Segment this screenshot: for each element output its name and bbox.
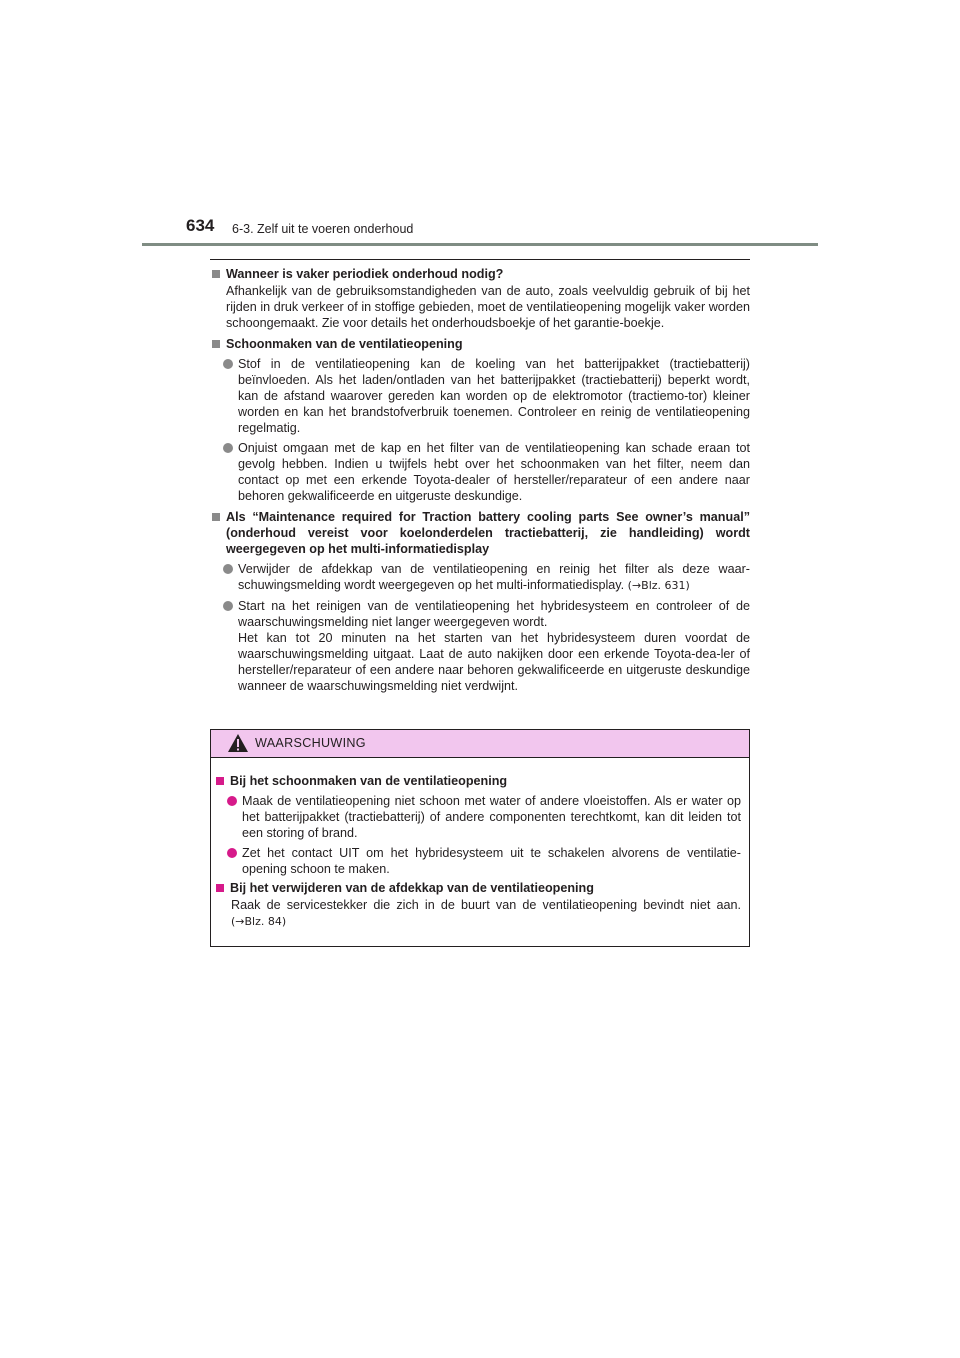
circle-bullet-icon bbox=[223, 601, 233, 611]
paragraph: Afhankelijk van de gebruiksomstandigheden van de auto, zoals veelvuldig gebruik of bij het rijden in druk verkeer of in stoffige gebieden, moet de ventilatieopening mogelijk vaker worden schoongemaakt. Zie voor details het onderhoudsboekje of het garantie-boekje. bbox=[226, 284, 750, 330]
bullet-text: Stof in de ventilatieopening kan de koeling van het batterijpakket (tractiebatterij) beïnvloeden. Als het laden/ontladen van het batterijpakket (tractiebatterij) beperkt wordt, kan de afstand waarover gereden kan worden op de elektromotor (tractiemo-tor) kleiner worden en kan het brandstofverbruik toenemen. Controleer en reinig de ventilatieopening regelmatig. bbox=[238, 357, 750, 435]
warning-body bbox=[211, 758, 749, 930]
warning-triangle-icon bbox=[227, 733, 249, 753]
bullet-item bbox=[227, 845, 741, 877]
page-number: 634 bbox=[186, 216, 215, 235]
circle-bullet-icon bbox=[223, 359, 233, 369]
bullet-item bbox=[223, 356, 750, 436]
circle-bullet-icon bbox=[227, 796, 237, 806]
page-reference-link[interactable]: (→Blz. 631) bbox=[627, 579, 690, 592]
section-heading bbox=[210, 336, 750, 352]
bullet-item bbox=[223, 598, 750, 694]
bullet-text: Maak de ventilatieopening niet schoon met water of andere vloeistoffen. Als er water op het batterijpakket (tractiebatterij) of andere componenten terechtkomt, kan dit leiden tot een storing of brand. bbox=[242, 794, 741, 840]
content-body bbox=[210, 263, 750, 694]
bullet-item bbox=[223, 561, 750, 594]
heading-text: Bij het verwijderen van de afdekkap van de ventilatieopening bbox=[230, 881, 594, 895]
bullet-line: Start na het reinigen van de ventilatieopening het hybridesysteem en controleer of de waarschuwingsmelding niet langer weergegeven wordt. bbox=[238, 599, 750, 629]
section-title: 6-3. Zelf uit te voeren onderhoud bbox=[232, 222, 414, 236]
header-rule bbox=[142, 243, 818, 246]
bullet-item bbox=[227, 793, 741, 841]
paragraph bbox=[231, 897, 741, 930]
square-bullet-icon bbox=[216, 884, 224, 892]
warning-header bbox=[211, 730, 749, 758]
bullet-text bbox=[238, 561, 750, 594]
circle-bullet-icon bbox=[223, 564, 233, 574]
bullet-text: Zet het contact UIT om het hybridesysteem uit te schakelen alvorens de ventilatie-opening schoon te maken. bbox=[242, 846, 741, 876]
bullet-text-main: Verwijder de afdekkap van de ventilatieopening en reinig het filter als deze waar-schuwingsmelding wordt weergegeven op het multi-informatiedisplay. bbox=[238, 562, 750, 592]
square-bullet-icon bbox=[212, 513, 220, 521]
heading-text: Bij het schoonmaken van de ventilatieopening bbox=[230, 774, 508, 788]
bullet-text bbox=[238, 598, 750, 694]
circle-bullet-icon bbox=[227, 848, 237, 858]
warning-box bbox=[210, 729, 750, 947]
circle-bullet-icon bbox=[223, 443, 233, 453]
bullet-item bbox=[223, 440, 750, 504]
warning-heading bbox=[214, 880, 741, 896]
content-rule bbox=[210, 259, 750, 260]
square-bullet-icon bbox=[212, 340, 220, 348]
heading-text: Wanneer is vaker periodiek onderhoud nodig? bbox=[226, 267, 504, 281]
heading-text: Als “Maintenance required for Traction battery cooling parts See owner’s manual” (onderhoud vereist voor koelonderdelen tractiebatterij, zie handleiding) wordt weergegeven op het multi-informatiedisplay bbox=[226, 510, 750, 556]
bullet-line: Het kan tot 20 minuten na het starten van het hybridesysteem duren voordat de waarschuwingsmelding uitgaat. Laat de auto nakijken door een erkende Toyota-dea-ler of hersteller/reparateur of een andere naar behoren gekwalificeerde en uitgeruste deskundige wanneer de waarschuwingsmelding niet verdwijnt. bbox=[238, 631, 750, 693]
warning-heading bbox=[214, 773, 741, 789]
section-heading bbox=[210, 509, 750, 557]
paragraph-text: Raak de servicestekker die zich in de buurt van de ventilatieopening bevindt niet aan. bbox=[231, 898, 741, 912]
heading-text: Schoonmaken van de ventilatieopening bbox=[226, 337, 463, 351]
bullet-text: Onjuist omgaan met de kap en het filter van de ventilatieopening kan schade eraan tot gevolg hebben. Indien u twijfels hebt over het schoonmaken van het filter, neem dan contact op met een erkende Toyota-dealer of hersteller/reparateur of een andere naar behoren gekwalificeerde en uitgeruste deskundige. bbox=[238, 441, 750, 503]
section-heading bbox=[210, 266, 750, 282]
warning-title: WAARSCHUWING bbox=[255, 736, 366, 750]
square-bullet-icon bbox=[212, 270, 220, 278]
square-bullet-icon bbox=[216, 777, 224, 785]
page-reference-link[interactable]: (→Blz. 84) bbox=[231, 915, 287, 928]
